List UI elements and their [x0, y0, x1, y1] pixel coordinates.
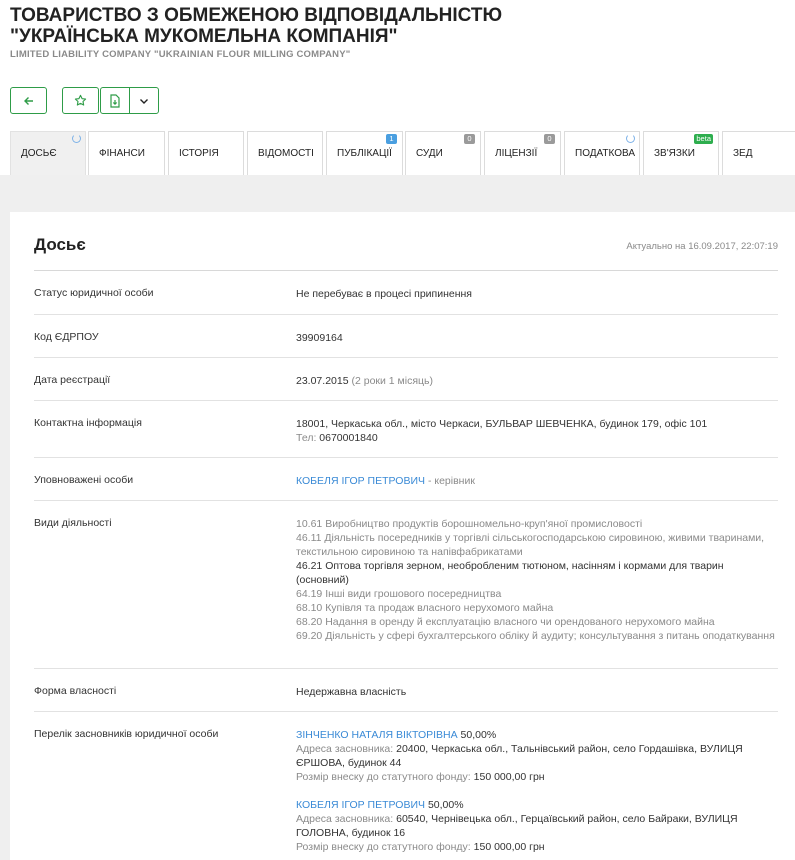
tab-label: ЛІЦЕНЗІЇ — [495, 148, 538, 159]
row-status — [34, 271, 778, 315]
row-authorized — [34, 458, 778, 501]
founder-capital-label: Розмір внеску до статутного фонду: — [296, 771, 471, 783]
founder-capital: 150 000,00 грн — [473, 841, 545, 853]
refresh-icon — [72, 134, 81, 143]
row-edrpou — [34, 315, 778, 358]
founder-share: 50,00% — [427, 799, 464, 811]
export-dropdown-button[interactable] — [129, 88, 158, 113]
founder-entry — [296, 798, 778, 854]
tab-label: ПОДАТКОВА — [575, 148, 636, 159]
tab-history[interactable] — [168, 131, 244, 175]
back-button[interactable] — [10, 87, 47, 114]
row-contact — [34, 401, 778, 458]
row-registration-date — [34, 358, 778, 401]
list-item: 46.11 Діяльність посередників у торгівлі сільськогосподарською сировиною, живими тваринами, текстильною сировиною та напівфабрикатами — [296, 532, 765, 558]
founder-address: 60540, Чернівецька обл., Герцаївський район, село Байраки, ВУЛИЦЯ ГОЛОВНА, будинок 16 — [296, 813, 738, 839]
row-label: Перелік засновників юридичної особи — [34, 728, 219, 740]
edrpou-value: 39909164 — [296, 332, 343, 344]
founder-address-label: Адреса засновника: — [296, 813, 394, 825]
beta-badge: beta — [696, 134, 711, 143]
row-label: Статус юридичної особи — [34, 287, 154, 299]
list-item: 68.20 Надання в оренду й експлуатацію власного чи орендованого нерухомого майна — [296, 616, 715, 628]
tab-label: ДОСЬЄ — [21, 148, 57, 159]
contact-address: 18001, Черкаська обл., місто Черкаси, БУЛЬВАР ШЕВЧЕНКА, будинок 179, офіс 101 — [296, 418, 708, 430]
phone-label: Тел: — [296, 432, 317, 444]
row-label: Види діяльності — [34, 517, 112, 529]
tab-dosie[interactable] — [10, 131, 86, 175]
founder-address: 20400, Черкаська обл., Тальнівський район, село Гордашівка, ВУЛИЦЯ ЄРШОВА, будинок 44 — [296, 743, 743, 769]
founder-name-link[interactable]: ЗІНЧЕНКО НАТАЛЯ ВІКТОРІВНА — [296, 729, 458, 741]
tab-label: ВІДОМОСТІ — [258, 148, 314, 159]
phone-value: 0670001840 — [319, 432, 378, 444]
favorite-button[interactable] — [62, 87, 99, 114]
contact-value — [296, 417, 778, 445]
company-title: ТОВАРИСТВО З ОБМЕЖЕНОЮ ВІДПОВІДАЛЬНІСТЮ "УКРАЇНСЬКА МУКОМЕЛЬНА КОМПАНІЯ" — [10, 5, 503, 47]
document-download-icon — [109, 94, 121, 108]
row-activities — [34, 501, 778, 669]
tab-foreign-trade[interactable] — [722, 131, 795, 175]
tab-records[interactable] — [247, 131, 323, 175]
row-label: Контактна інформація — [34, 417, 142, 429]
tab-bar — [10, 131, 795, 175]
tab-connections[interactable] — [643, 131, 719, 175]
row-label: Код ЄДРПОУ — [34, 331, 99, 343]
row-ownership — [34, 669, 778, 712]
authorized-role: - керівник — [427, 475, 475, 487]
count-badge: 0 — [544, 134, 555, 144]
tab-licenses[interactable] — [484, 131, 561, 175]
registration-date: 23.07.2015 — [296, 375, 349, 387]
founder-capital-label: Розмір внеску до статутного фонду: — [296, 841, 471, 853]
founder-capital: 150 000,00 грн — [473, 771, 545, 783]
star-icon — [74, 94, 87, 107]
tab-tax[interactable] — [564, 131, 640, 175]
count-badge: 0 — [464, 134, 475, 144]
list-item: 69.20 Діяльність у сфері бухгалтерського обліку й аудиту; консультування з питань оподаткування — [296, 630, 775, 642]
arrow-left-icon — [23, 95, 35, 107]
tab-courts[interactable] — [405, 131, 481, 175]
founders-list — [296, 728, 778, 860]
updated-timestamp: Актуально на 16.09.2017, 22:07:19 — [626, 241, 778, 252]
tab-publications[interactable] — [326, 131, 403, 175]
tab-label: ЗЕД — [733, 148, 753, 159]
registration-date-value — [296, 374, 778, 388]
founder-name-link[interactable]: КОБЕЛЯ ІГОР ПЕТРОВИЧ — [296, 799, 426, 811]
dosie-card — [10, 212, 795, 860]
tab-finance[interactable] — [88, 131, 165, 175]
list-item: 10.61 Виробництво продуктів борошномельно-круп'яної промисловості — [296, 518, 643, 530]
chevron-down-icon — [139, 97, 149, 105]
registration-age: (2 роки 1 місяць) — [351, 375, 434, 387]
founder-address-label: Адреса засновника: — [296, 743, 394, 755]
row-founders — [34, 712, 778, 860]
activities-list — [296, 517, 778, 643]
founder-share: 50,00% — [460, 729, 497, 741]
row-label: Дата реєстрації — [34, 374, 111, 386]
tab-label: ПУБЛІКАЦІЇ — [337, 148, 392, 159]
count-badge: 1 — [386, 134, 397, 144]
card-title: Досьє — [34, 235, 86, 254]
refresh-icon — [626, 134, 635, 143]
company-subtitle: LIMITED LIABILITY COMPANY "UKRAINIAN FLOUR MILLING COMPANY" — [10, 49, 351, 60]
export-button[interactable] — [101, 88, 129, 113]
tab-label: ЗВ'ЯЗКИ — [654, 148, 695, 159]
tab-label: ФІНАНСИ — [99, 148, 145, 159]
ownership-value: Недержавна власність — [296, 686, 407, 698]
authorized-value — [296, 474, 778, 488]
founder-entry — [296, 728, 778, 784]
tab-label: СУДИ — [416, 148, 443, 159]
list-item: 68.10 Купівля та продаж власного нерухомого майна — [296, 602, 554, 614]
export-button-group — [100, 87, 159, 114]
list-item-main: 46.21 Оптова торгівля зерном, необробленим тютюном, насінням і кормами для тварин (основний) — [296, 560, 724, 586]
tab-label: ІСТОРІЯ — [179, 148, 219, 159]
list-item: 64.19 Інші види грошового посередництва — [296, 588, 502, 600]
row-label: Уповноважені особи — [34, 474, 134, 486]
row-label: Форма власності — [34, 685, 117, 697]
authorized-person-link[interactable]: КОБЕЛЯ ІГОР ПЕТРОВИЧ — [296, 475, 426, 487]
status-value: Не перебуває в процесі припинення — [296, 288, 472, 300]
